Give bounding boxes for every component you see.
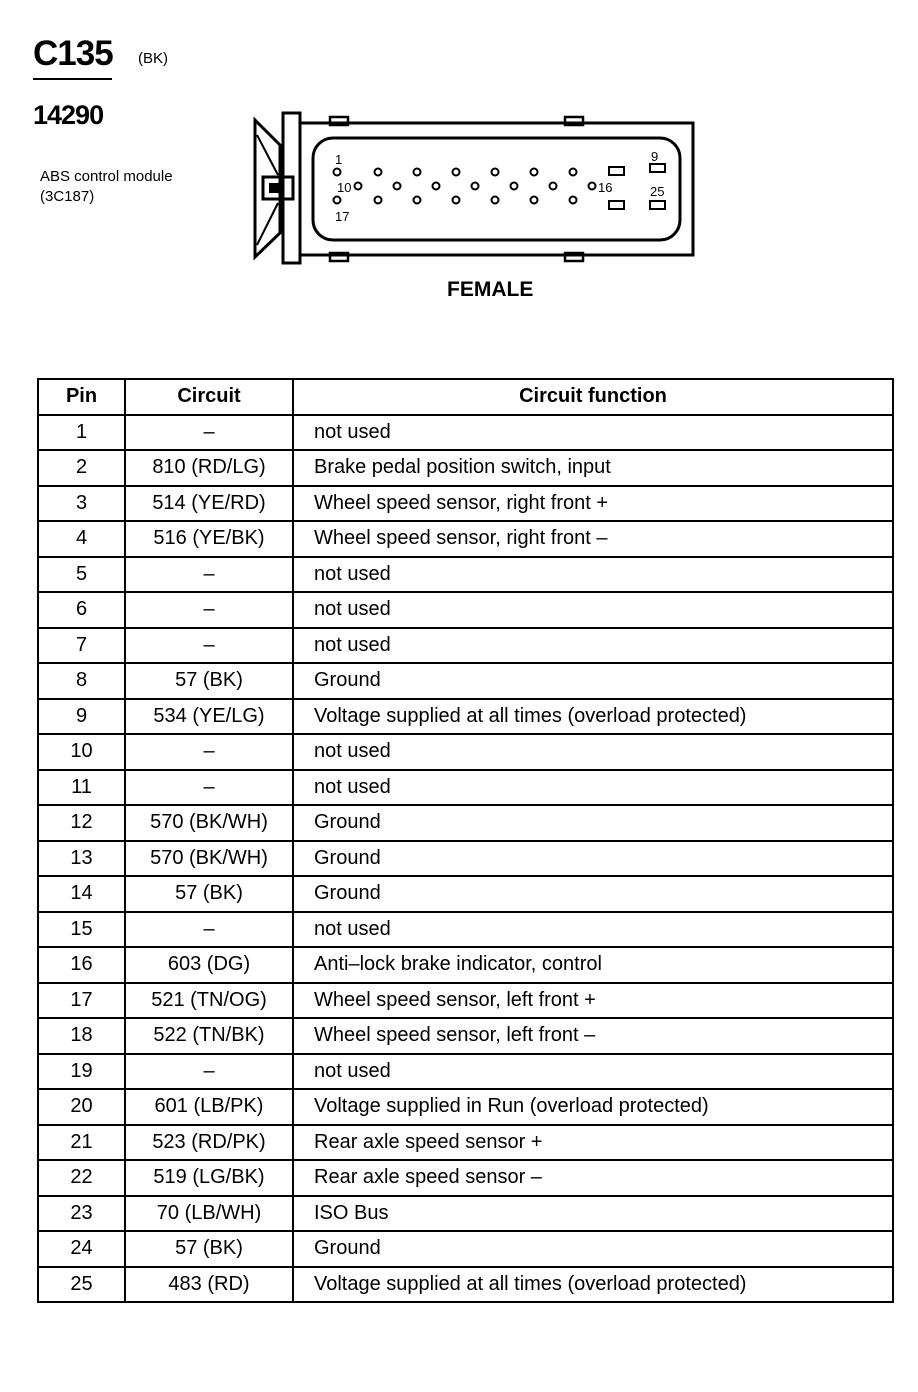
cell-function: Rear axle speed sensor – [293,1160,893,1196]
cell-function: not used [293,912,893,948]
pin-row-middle [355,183,596,190]
cell-function: Voltage supplied in Run (overload protected) [293,1089,893,1125]
pin-label-10: 10 [337,180,352,195]
cell-circuit: 516 (YE/BK) [125,521,293,557]
cell-circuit: 483 (RD) [125,1267,293,1303]
cell-pin: 22 [38,1160,125,1196]
cell-circuit: 522 (TN/BK) [125,1018,293,1054]
cell-function: Wheel speed sensor, left front – [293,1018,893,1054]
cell-function: Brake pedal position switch, input [293,450,893,486]
cell-function: not used [293,557,893,593]
cell-function: not used [293,734,893,770]
cell-circuit: 57 (BK) [125,876,293,912]
table-row [38,450,893,486]
cell-circuit: 523 (RD/PK) [125,1125,293,1161]
table-row [38,557,893,593]
cell-pin: 11 [38,770,125,806]
pin-label-16: 16 [598,180,613,195]
table-row [38,770,893,806]
cell-function: Ground [293,663,893,699]
cell-pin: 6 [38,592,125,628]
table-row [38,983,893,1019]
cell-circuit: – [125,415,293,451]
pin-1 [334,169,341,176]
cell-pin: 4 [38,521,125,557]
cell-function: Wheel speed sensor, right front – [293,521,893,557]
pin-label-9: 9 [651,149,659,164]
cell-pin: 13 [38,841,125,877]
table-row [38,1231,893,1267]
pin-6 [531,169,538,176]
cell-circuit: – [125,592,293,628]
cell-pin: 9 [38,699,125,735]
cell-circuit: – [125,1054,293,1090]
pin-table-body [38,415,893,1303]
table-row [38,592,893,628]
cell-function: not used [293,1054,893,1090]
table-row [38,805,893,841]
cell-pin: 1 [38,415,125,451]
header-pin: Pin [38,379,125,415]
part-number: 14290 [33,100,104,130]
table-row [38,521,893,557]
table-row [38,734,893,770]
pin-15 [550,183,557,190]
connector-color: (BK) [138,50,168,67]
cell-circuit: 521 (TN/OG) [125,983,293,1019]
pin-24 [609,201,624,209]
table-header-row [38,379,893,415]
cell-pin: 16 [38,947,125,983]
cell-pin: 14 [38,876,125,912]
pin-12 [433,183,440,190]
table-row [38,663,893,699]
pin-label-1: 1 [335,152,343,167]
pin-label-25: 25 [650,184,665,199]
cell-pin: 15 [38,912,125,948]
cell-function: not used [293,628,893,664]
cell-pin: 7 [38,628,125,664]
view-label: FEMALE [447,278,534,301]
connector-diagram [245,105,705,270]
cell-pin: 10 [38,734,125,770]
cell-pin: 23 [38,1196,125,1232]
pin-5 [492,169,499,176]
pin-22 [531,197,538,204]
table-row [38,947,893,983]
cell-pin: 24 [38,1231,125,1267]
pin-13 [472,183,479,190]
table-row [38,1196,893,1232]
table-row [38,1054,893,1090]
pin-row-bottom [334,197,666,210]
pin-18 [375,197,382,204]
pin-23 [570,197,577,204]
cell-circuit: 570 (BK/WH) [125,805,293,841]
pin-11 [394,183,401,190]
cell-circuit: 534 (YE/LG) [125,699,293,735]
connector-id: C135 [33,34,113,73]
module-description [40,167,173,207]
cell-pin: 18 [38,1018,125,1054]
header-function: Circuit function [293,379,893,415]
header-circuit: Circuit [125,379,293,415]
pin-4 [453,169,460,176]
cell-pin: 8 [38,663,125,699]
table-row [38,841,893,877]
cell-function: Ground [293,1231,893,1267]
cell-function: Voltage supplied at all times (overload protected) [293,699,893,735]
cell-function: Rear axle speed sensor + [293,1125,893,1161]
table-row [38,912,893,948]
cell-pin: 5 [38,557,125,593]
title-underline [33,78,112,80]
table-row [38,1089,893,1125]
pin-19 [414,197,421,204]
pin-3 [414,169,421,176]
cell-pin: 21 [38,1125,125,1161]
cell-pin: 3 [38,486,125,522]
pin-17 [334,197,341,204]
cell-function: Wheel speed sensor, left front + [293,983,893,1019]
cell-circuit: 519 (LG/BK) [125,1160,293,1196]
pin-14 [511,183,518,190]
cell-function: not used [293,592,893,628]
cell-circuit: – [125,912,293,948]
table-row [38,1267,893,1303]
cell-function: Ground [293,805,893,841]
pin-9 [650,164,665,172]
cell-circuit: 603 (DG) [125,947,293,983]
cell-pin: 19 [38,1054,125,1090]
cell-function: not used [293,770,893,806]
pin-row-top [334,164,666,176]
table-row [38,415,893,451]
cell-circuit: 514 (YE/RD) [125,486,293,522]
pin-8 [609,167,624,175]
cell-circuit: 70 (LB/WH) [125,1196,293,1232]
cell-function: Anti–lock brake indicator, control [293,947,893,983]
cell-circuit: 570 (BK/WH) [125,841,293,877]
table-row [38,876,893,912]
pin-21 [492,197,499,204]
cell-circuit: 57 (BK) [125,1231,293,1267]
pin-20 [453,197,460,204]
table-row [38,1160,893,1196]
cell-circuit: – [125,734,293,770]
pin-table [37,378,894,1303]
cell-function: Ground [293,876,893,912]
cell-function: Ground [293,841,893,877]
cell-circuit: 810 (RD/LG) [125,450,293,486]
cell-function: Voltage supplied at all times (overload protected) [293,1267,893,1303]
cell-circuit: – [125,557,293,593]
cell-circuit: 601 (LB/PK) [125,1089,293,1125]
cell-function: not used [293,415,893,451]
cell-circuit: 57 (BK) [125,663,293,699]
table-row [38,628,893,664]
table-row [38,486,893,522]
cell-circuit: – [125,628,293,664]
pin-label-17: 17 [335,209,350,224]
module-name: ABS control module [40,168,173,185]
pin-16 [589,183,596,190]
module-part-number: (3C187) [40,188,95,205]
cell-pin: 25 [38,1267,125,1303]
cell-pin: 17 [38,983,125,1019]
table-row [38,1125,893,1161]
cell-function: Wheel speed sensor, right front + [293,486,893,522]
pin-7 [570,169,577,176]
cell-circuit: – [125,770,293,806]
pin-10 [355,183,362,190]
connector-face [313,138,680,240]
cell-function: ISO Bus [293,1196,893,1232]
table-row [38,1018,893,1054]
cell-pin: 12 [38,805,125,841]
pin-25 [650,201,665,209]
table-row [38,699,893,735]
pin-2 [375,169,382,176]
cell-pin: 20 [38,1089,125,1125]
cell-pin: 2 [38,450,125,486]
